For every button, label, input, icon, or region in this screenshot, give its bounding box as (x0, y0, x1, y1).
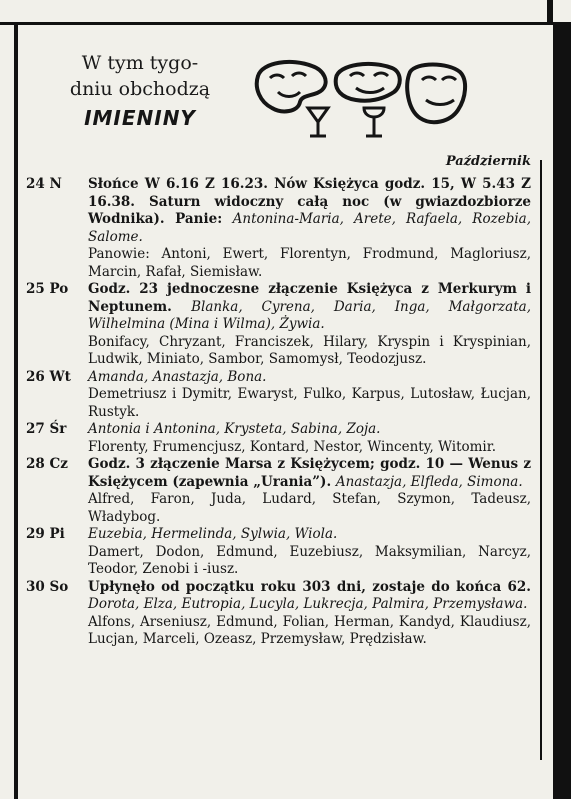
day-label: 29 Pi (26, 526, 65, 542)
top-border-notch (547, 0, 553, 22)
day-label: 28 Cz (26, 456, 68, 472)
day-entry (26, 369, 531, 422)
month-label: Październik (445, 154, 531, 169)
day-paragraph (88, 614, 531, 649)
day-label: 25 Po (26, 281, 69, 297)
day-entry (26, 281, 531, 369)
day-entry (26, 579, 531, 649)
day-paragraph (88, 334, 531, 369)
day-text (88, 526, 531, 579)
name-list-italic: Euzebia, Hermelinda, Sylwia, Wiola. (88, 526, 338, 542)
name-list-italic: Anastazja, Elfleda, Simona. (335, 473, 523, 490)
day-label: 24 N (26, 176, 62, 192)
day-paragraph (88, 544, 531, 579)
day-text (88, 176, 531, 281)
toasting-faces-illustration (252, 56, 470, 148)
name-list: Alfons, Arseniusz, Edmund, Folian, Herman, Kandyd, Klaudiusz, Lucjan, Marceli, Ozeasz, Przemysław, Prędzisław. (88, 613, 531, 647)
day-paragraph (88, 421, 531, 439)
header-line-2: dniu obchodzą (69, 78, 211, 100)
name-list-italic: Blanka, Cyrena, Daria, Inga, Małgorzata, Wilhelmina (Mina i Wilma), Żywia. (88, 298, 531, 332)
column-header (40, 50, 240, 132)
header-line-1: W tym tygo- (81, 52, 199, 74)
day-paragraph (88, 246, 531, 281)
day-paragraph (88, 579, 531, 614)
day-label: 27 Śr (26, 421, 67, 437)
column-rule (540, 160, 542, 760)
day-label: 30 So (26, 578, 69, 595)
name-list-italic: Amanda, Anastazja, Bona. (88, 368, 267, 385)
day-paragraph (88, 456, 531, 491)
header-title: IMIENINY (84, 106, 196, 130)
frame-right-border (553, 22, 571, 799)
day-text (88, 579, 531, 649)
day-entry (26, 176, 531, 281)
day-text (88, 456, 531, 526)
day-paragraph (88, 526, 531, 544)
day-text (88, 369, 531, 422)
astronomy-note: Upłynęło od początku roku 303 dni, zostaje do końca 62. (88, 578, 531, 595)
day-label: 26 Wt (26, 368, 71, 385)
day-entry (26, 526, 531, 579)
day-paragraph (88, 281, 531, 334)
day-text (88, 281, 531, 369)
day-paragraph (88, 176, 531, 246)
day-entry (26, 456, 531, 526)
calendar-entries (26, 176, 531, 649)
astronomy-note: Godz. 23 jednoczesne złączenie Księżyca z Merkurym i Neptunem. (88, 281, 531, 315)
top-border (0, 0, 571, 25)
day-entry (26, 421, 531, 456)
day-paragraph (88, 369, 531, 387)
day-paragraph (88, 439, 531, 457)
astronomy-note: Słońce W 6.16 Z 16.23. Nów Księżyca godz. 15, W 5.43 Z 16.38. Saturn widoczny całą noc (w gwiazdozbiorze Wodnika). (88, 176, 531, 227)
name-list: Demetriusz i Dymitr, Ewaryst, Fulko, Karpus, Lutosław, Łucjan, Rustyk. (88, 386, 531, 420)
name-list: Damert, Dodon, Edmund, Euzebiusz, Maksymilian, Narcyz, Teodor, Zenobi i -iusz. (88, 543, 531, 577)
name-list: Alfred, Faron, Juda, Ludard, Stefan, Szymon, Tadeusz, Władybog. (88, 491, 531, 525)
name-list-italic: Dorota, Elza, Eutropia, Lucyla, Lukrecja, Palmira, Przemysława. (88, 596, 528, 612)
name-list: Panowie: Antoni, Ewert, Florentyn, Frodmund, Magloriusz, Marcin, Rafał, Siemisław. (88, 246, 531, 280)
name-list: Florenty, Frumencjusz, Kontard, Nestor, Wincenty, Witomir. (88, 438, 497, 455)
name-list-italic: Antonia i Antonina, Krysteta, Sabina, Zoja. (88, 421, 381, 437)
name-list-italic: Antonina-Maria, Arete, Rafaela, Rozebia, Salome. (88, 211, 531, 245)
frame-left-border (14, 22, 18, 799)
day-text (88, 421, 531, 456)
astronomy-note: Panie: (175, 211, 233, 227)
day-paragraph (88, 386, 531, 421)
astronomy-note: Godz. 3 złączenie Marsa z Księżycem; godz. 10 — Wenus z Księżycem (zapewnia „Urania”). (88, 456, 531, 490)
name-list: Bonifacy, Chryzant, Franciszek, Hilary, Kryspin i Kryspinian, Ludwik, Miniato, Sambor, Samomysł, Teodozjusz. (88, 333, 531, 367)
day-paragraph (88, 491, 531, 526)
